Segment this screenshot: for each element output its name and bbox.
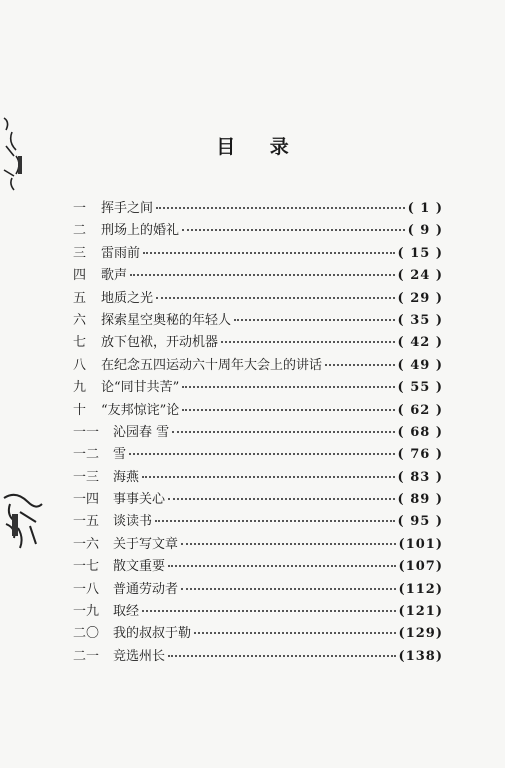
entry-number: 一七: [73, 559, 100, 575]
entry-number: 一九: [73, 604, 100, 620]
entry-number: 一八: [73, 581, 100, 597]
entry-title: 取经: [113, 604, 140, 620]
toc-entry[interactable]: [73, 377, 443, 399]
entry-title: 谈读书: [113, 514, 153, 530]
dot-leader: [142, 466, 395, 478]
dot-leader: [182, 399, 394, 411]
entry-title: 在纪念五四运动六十周年大会上的讲话: [101, 357, 323, 373]
entry-number: 十: [73, 402, 87, 418]
dot-leader: [155, 510, 395, 522]
entry-title: 放下包袱，开动机器: [101, 335, 219, 351]
toc-entry[interactable]: [73, 646, 443, 668]
entry-page: ( 55 ): [397, 380, 443, 396]
dot-leader: [168, 488, 395, 500]
dot-leader: [182, 219, 405, 231]
dot-leader: [181, 533, 396, 545]
entry-number: 四: [73, 268, 87, 284]
scan-artifact: [0, 488, 44, 554]
toc-entry[interactable]: [73, 265, 443, 287]
entry-title: 雪: [113, 447, 127, 463]
entry-page: ( 68 ): [397, 424, 443, 440]
toc-entry[interactable]: [73, 444, 443, 466]
entry-title: 海燕: [113, 469, 140, 485]
toc-entry[interactable]: [73, 556, 443, 578]
entry-number: 三: [73, 245, 87, 261]
entry-number: 一二: [73, 447, 100, 463]
page-title: 目 录: [216, 136, 303, 158]
dot-leader: [221, 331, 395, 343]
entry-page: ( 76 ): [397, 447, 443, 463]
entry-page: ( 42 ): [397, 335, 443, 351]
dot-leader: [234, 309, 395, 321]
entry-page: (101): [398, 536, 443, 552]
entry-number: 一五: [73, 514, 100, 530]
entry-page: (138): [398, 648, 443, 664]
entry-number: 一六: [73, 536, 100, 552]
toc-entry[interactable]: [73, 355, 443, 377]
entry-title: 散文重要: [113, 559, 166, 575]
dot-leader: [156, 197, 405, 209]
entry-number: 八: [73, 357, 87, 373]
entry-page: ( 35 ): [397, 312, 443, 328]
toc-entry[interactable]: [73, 489, 443, 511]
toc-entry[interactable]: [73, 243, 443, 265]
toc-entry[interactable]: [73, 198, 443, 220]
toc-entry[interactable]: [73, 579, 443, 601]
entry-number: 一三: [73, 469, 100, 485]
entry-title: 关于写文章: [113, 536, 179, 552]
toc-entry[interactable]: [73, 220, 443, 242]
entry-page: (107): [398, 559, 443, 575]
dot-leader: [142, 600, 396, 612]
entry-title: 我的叔叔于勒: [113, 626, 192, 642]
toc-entry[interactable]: [73, 400, 443, 422]
entry-page: ( 83 ): [397, 469, 443, 485]
toc-entry[interactable]: [73, 467, 443, 489]
entry-title: 地质之光: [101, 290, 154, 306]
toc-entry[interactable]: [73, 422, 443, 444]
entry-page: ( 29 ): [397, 290, 443, 306]
entry-title: 雷雨前: [101, 245, 141, 261]
entry-title: “友邦惊诧”论: [101, 402, 180, 418]
dot-leader: [172, 421, 394, 433]
entry-number: 五: [73, 290, 87, 306]
dot-leader: [168, 555, 396, 567]
entry-page: ( 62 ): [397, 402, 443, 418]
entry-number: 一四: [73, 492, 100, 508]
entry-number: 二一: [73, 648, 100, 664]
toc-entry[interactable]: [73, 601, 443, 623]
entry-page: (121): [398, 604, 443, 620]
dot-leader: [130, 264, 395, 276]
entry-title: 歌声: [101, 268, 128, 284]
entry-page: ( 15 ): [397, 245, 443, 261]
entry-page: (129): [398, 626, 443, 642]
dot-leader: [181, 578, 396, 590]
entry-number: 二: [73, 223, 87, 239]
dot-leader: [156, 287, 395, 299]
entry-title: 竞选州长: [113, 648, 166, 664]
entry-number: 一一: [73, 424, 100, 440]
entry-page: ( 24 ): [397, 268, 443, 284]
dot-leader: [325, 354, 395, 366]
entry-page: ( 49 ): [397, 357, 443, 373]
entry-number: 六: [73, 312, 87, 328]
entry-title: 探索星空奥秘的年轻人: [101, 312, 232, 328]
toc-entry[interactable]: [73, 332, 443, 354]
entry-page: ( 1 ): [407, 201, 443, 216]
table-of-contents: [73, 198, 443, 668]
entry-title: 刑场上的婚礼: [101, 223, 180, 239]
entry-page: ( 9 ): [407, 223, 443, 239]
dot-leader: [168, 645, 396, 657]
entry-page: ( 95 ): [397, 514, 443, 530]
dot-leader: [194, 622, 396, 634]
dot-leader: [129, 443, 395, 455]
entry-title: 挥手之间: [101, 201, 154, 216]
toc-entry[interactable]: [73, 288, 443, 310]
entry-number: 一: [73, 201, 87, 216]
dot-leader: [143, 242, 395, 254]
entry-number: 七: [73, 335, 87, 351]
toc-entry[interactable]: [73, 310, 443, 332]
entry-number: 九: [73, 380, 87, 396]
dot-leader: [182, 376, 394, 388]
entry-page: (112): [398, 581, 443, 597]
toc-entry[interactable]: [73, 534, 443, 556]
entry-number: 二〇: [73, 626, 100, 642]
entry-title: 事事关心: [113, 492, 166, 508]
entry-title: 论“同甘共苦”: [101, 380, 180, 396]
entry-title: 普通劳动者: [113, 581, 179, 597]
entry-page: ( 89 ): [397, 492, 443, 508]
toc-entry[interactable]: [73, 511, 443, 533]
toc-entry[interactable]: [73, 623, 443, 645]
entry-title: 沁园春 雪: [113, 424, 170, 440]
